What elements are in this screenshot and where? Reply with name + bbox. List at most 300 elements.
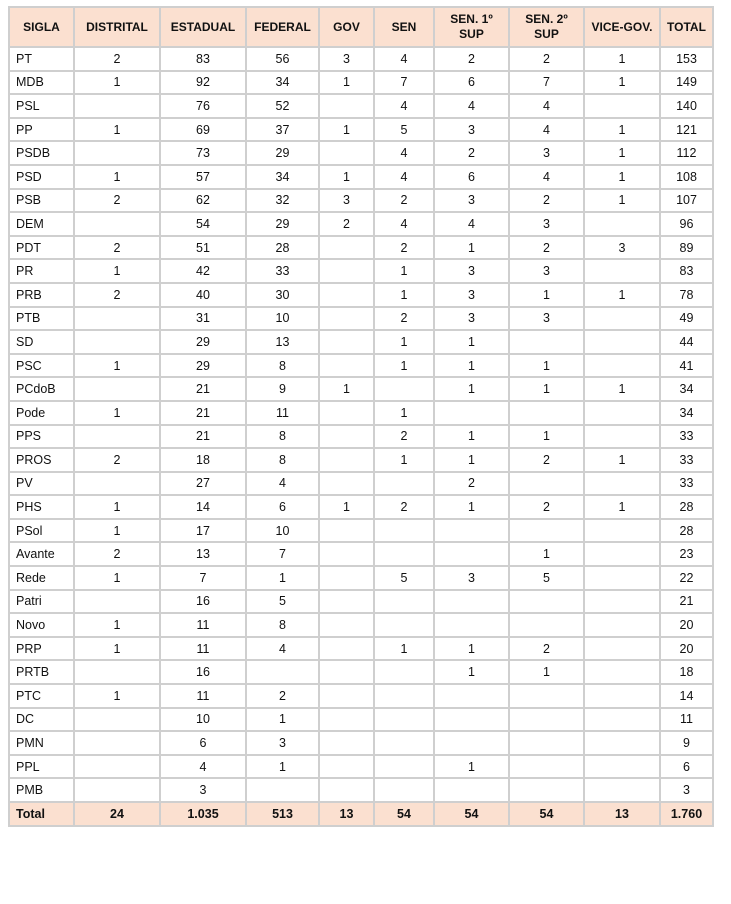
value-cell: 9 xyxy=(660,731,713,755)
value-cell: 8 xyxy=(246,613,319,637)
value-cell: 1 xyxy=(74,519,160,543)
party-cell: Avante xyxy=(9,542,74,566)
table-row xyxy=(9,307,713,331)
table-row xyxy=(9,71,713,95)
value-cell: 1 xyxy=(584,283,660,307)
value-cell xyxy=(509,708,584,732)
value-cell: 1 xyxy=(374,637,434,661)
party-cell: PSD xyxy=(9,165,74,189)
value-cell: 27 xyxy=(160,472,246,496)
value-cell xyxy=(584,307,660,331)
value-cell: 32 xyxy=(246,189,319,213)
value-cell: 16 xyxy=(160,660,246,684)
value-cell: 1 xyxy=(374,448,434,472)
value-cell: 49 xyxy=(660,307,713,331)
value-cell xyxy=(509,684,584,708)
value-cell: 1 xyxy=(434,660,509,684)
value-cell: 1 xyxy=(509,377,584,401)
value-cell: 3 xyxy=(509,307,584,331)
value-cell xyxy=(319,472,374,496)
value-cell: 3 xyxy=(509,141,584,165)
value-cell: 1 xyxy=(74,259,160,283)
table-row xyxy=(9,165,713,189)
value-cell: 33 xyxy=(660,448,713,472)
value-cell: 2 xyxy=(246,684,319,708)
value-cell: 29 xyxy=(246,212,319,236)
header-row xyxy=(9,7,713,47)
value-cell xyxy=(584,354,660,378)
value-cell xyxy=(509,401,584,425)
value-cell: 1 xyxy=(74,495,160,519)
value-cell xyxy=(509,330,584,354)
table-row xyxy=(9,708,713,732)
value-cell: 17 xyxy=(160,519,246,543)
value-cell xyxy=(584,542,660,566)
value-cell: 1 xyxy=(74,684,160,708)
value-cell xyxy=(509,590,584,614)
total-cell: 54 xyxy=(509,802,584,826)
value-cell: 83 xyxy=(160,47,246,71)
value-cell xyxy=(509,472,584,496)
value-cell xyxy=(319,731,374,755)
value-cell: 76 xyxy=(160,94,246,118)
value-cell: 20 xyxy=(660,613,713,637)
total-cell: 13 xyxy=(584,802,660,826)
value-cell: 1 xyxy=(74,613,160,637)
party-cell: PSDB xyxy=(9,141,74,165)
table-row xyxy=(9,94,713,118)
value-cell: 73 xyxy=(160,141,246,165)
value-cell: 41 xyxy=(660,354,713,378)
table-row xyxy=(9,660,713,684)
value-cell: 31 xyxy=(160,307,246,331)
value-cell: 33 xyxy=(660,425,713,449)
value-cell xyxy=(374,613,434,637)
value-cell: 21 xyxy=(660,590,713,614)
value-cell: 4 xyxy=(374,47,434,71)
value-cell: 1 xyxy=(509,425,584,449)
party-cell: Patri xyxy=(9,590,74,614)
party-cell: PTB xyxy=(9,307,74,331)
value-cell: 2 xyxy=(434,472,509,496)
value-cell xyxy=(74,778,160,802)
party-cell: PRTB xyxy=(9,660,74,684)
party-cell: PHS xyxy=(9,495,74,519)
value-cell: 6 xyxy=(434,71,509,95)
value-cell xyxy=(434,684,509,708)
value-cell: 1 xyxy=(374,259,434,283)
party-cell: PV xyxy=(9,472,74,496)
value-cell xyxy=(374,377,434,401)
party-cell: PMB xyxy=(9,778,74,802)
table-row xyxy=(9,637,713,661)
table-row xyxy=(9,330,713,354)
value-cell: 1 xyxy=(434,377,509,401)
value-cell: 1 xyxy=(374,330,434,354)
party-cell: MDB xyxy=(9,71,74,95)
column-header: GOV xyxy=(319,7,374,47)
value-cell: 1 xyxy=(434,755,509,779)
value-cell xyxy=(74,307,160,331)
value-cell: 4 xyxy=(374,165,434,189)
value-cell: 2 xyxy=(374,495,434,519)
value-cell: 2 xyxy=(74,189,160,213)
value-cell: 1 xyxy=(584,189,660,213)
value-cell: 1 xyxy=(509,354,584,378)
value-cell: 11 xyxy=(660,708,713,732)
value-cell: 4 xyxy=(160,755,246,779)
value-cell xyxy=(509,519,584,543)
party-cell: SD xyxy=(9,330,74,354)
value-cell: 4 xyxy=(509,165,584,189)
value-cell xyxy=(434,401,509,425)
table-row xyxy=(9,613,713,637)
value-cell: 1 xyxy=(319,377,374,401)
value-cell xyxy=(584,731,660,755)
column-header: ESTADUAL xyxy=(160,7,246,47)
value-cell xyxy=(584,212,660,236)
value-cell: 56 xyxy=(246,47,319,71)
value-cell: 1 xyxy=(584,71,660,95)
value-cell xyxy=(584,566,660,590)
table-row xyxy=(9,731,713,755)
value-cell xyxy=(319,94,374,118)
value-cell: 1 xyxy=(434,425,509,449)
value-cell xyxy=(319,542,374,566)
value-cell: 1 xyxy=(584,47,660,71)
table-row xyxy=(9,684,713,708)
value-cell xyxy=(584,660,660,684)
value-cell xyxy=(509,613,584,637)
value-cell xyxy=(374,590,434,614)
total-label: Total xyxy=(9,802,74,826)
column-header: DISTRITAL xyxy=(74,7,160,47)
value-cell: 108 xyxy=(660,165,713,189)
value-cell: 16 xyxy=(160,590,246,614)
value-cell xyxy=(319,708,374,732)
value-cell xyxy=(584,401,660,425)
value-cell xyxy=(319,590,374,614)
value-cell xyxy=(319,684,374,708)
value-cell: 62 xyxy=(160,189,246,213)
value-cell xyxy=(319,259,374,283)
value-cell xyxy=(319,613,374,637)
value-cell: 4 xyxy=(374,141,434,165)
value-cell: 92 xyxy=(160,71,246,95)
value-cell: 33 xyxy=(246,259,319,283)
table-row xyxy=(9,283,713,307)
value-cell xyxy=(319,519,374,543)
value-cell xyxy=(374,519,434,543)
value-cell: 7 xyxy=(160,566,246,590)
value-cell: 11 xyxy=(160,613,246,637)
value-cell xyxy=(509,778,584,802)
party-cell: PRB xyxy=(9,283,74,307)
value-cell: 121 xyxy=(660,118,713,142)
value-cell: 13 xyxy=(160,542,246,566)
value-cell: 4 xyxy=(509,94,584,118)
value-cell: 1 xyxy=(74,71,160,95)
value-cell: 1 xyxy=(434,637,509,661)
table-row xyxy=(9,755,713,779)
value-cell: 5 xyxy=(509,566,584,590)
value-cell: 29 xyxy=(160,354,246,378)
value-cell xyxy=(584,519,660,543)
value-cell: 4 xyxy=(509,118,584,142)
value-cell: 57 xyxy=(160,165,246,189)
value-cell xyxy=(246,660,319,684)
party-cell: PPS xyxy=(9,425,74,449)
value-cell: 1 xyxy=(74,165,160,189)
party-cell: DC xyxy=(9,708,74,732)
value-cell: 2 xyxy=(74,236,160,260)
value-cell: 2 xyxy=(374,236,434,260)
value-cell: 1 xyxy=(584,448,660,472)
party-cell: PP xyxy=(9,118,74,142)
party-cell: PDT xyxy=(9,236,74,260)
value-cell: 21 xyxy=(160,377,246,401)
value-cell: 10 xyxy=(246,519,319,543)
value-cell xyxy=(434,613,509,637)
value-cell xyxy=(246,778,319,802)
value-cell: 2 xyxy=(434,141,509,165)
value-cell: 3 xyxy=(434,307,509,331)
column-header: TOTAL xyxy=(660,7,713,47)
value-cell: 1 xyxy=(434,354,509,378)
party-cell: PSol xyxy=(9,519,74,543)
value-cell: 40 xyxy=(160,283,246,307)
value-cell: 5 xyxy=(246,590,319,614)
party-cell: PSL xyxy=(9,94,74,118)
value-cell xyxy=(374,542,434,566)
total-cell: 54 xyxy=(374,802,434,826)
value-cell: 1 xyxy=(246,708,319,732)
value-cell: 2 xyxy=(74,448,160,472)
value-cell: 2 xyxy=(374,307,434,331)
table-row xyxy=(9,354,713,378)
value-cell xyxy=(584,425,660,449)
value-cell xyxy=(319,283,374,307)
value-cell: 7 xyxy=(374,71,434,95)
value-cell: 6 xyxy=(160,731,246,755)
value-cell xyxy=(319,448,374,472)
value-cell: 1 xyxy=(374,354,434,378)
value-cell: 1 xyxy=(319,118,374,142)
value-cell: 1 xyxy=(434,330,509,354)
value-cell: 2 xyxy=(509,637,584,661)
value-cell: 3 xyxy=(660,778,713,802)
value-cell xyxy=(74,330,160,354)
value-cell xyxy=(584,637,660,661)
value-cell xyxy=(434,590,509,614)
value-cell: 28 xyxy=(246,236,319,260)
column-header: SEN. 1º SUP xyxy=(434,7,509,47)
table-row xyxy=(9,236,713,260)
value-cell: 28 xyxy=(660,495,713,519)
total-cell: 54 xyxy=(434,802,509,826)
table-row xyxy=(9,778,713,802)
party-cell: PTC xyxy=(9,684,74,708)
value-cell xyxy=(319,307,374,331)
value-cell: 6 xyxy=(434,165,509,189)
value-cell: 33 xyxy=(660,472,713,496)
value-cell: 37 xyxy=(246,118,319,142)
party-cell: PR xyxy=(9,259,74,283)
table-row xyxy=(9,259,713,283)
value-cell: 18 xyxy=(660,660,713,684)
value-cell: 3 xyxy=(434,118,509,142)
column-header: FEDERAL xyxy=(246,7,319,47)
table-row xyxy=(9,47,713,71)
value-cell: 1 xyxy=(434,236,509,260)
value-cell xyxy=(374,660,434,684)
table-row xyxy=(9,118,713,142)
column-header: SEN xyxy=(374,7,434,47)
value-cell: 1 xyxy=(584,377,660,401)
value-cell: 13 xyxy=(246,330,319,354)
value-cell xyxy=(319,637,374,661)
party-cell: DEM xyxy=(9,212,74,236)
value-cell: 34 xyxy=(246,71,319,95)
value-cell: 2 xyxy=(74,542,160,566)
value-cell: 1 xyxy=(374,401,434,425)
value-cell: 1 xyxy=(584,165,660,189)
value-cell: 2 xyxy=(509,495,584,519)
value-cell: 1 xyxy=(434,448,509,472)
value-cell xyxy=(374,708,434,732)
value-cell xyxy=(319,141,374,165)
value-cell: 11 xyxy=(160,684,246,708)
value-cell xyxy=(434,731,509,755)
value-cell: 3 xyxy=(319,47,374,71)
value-cell: 42 xyxy=(160,259,246,283)
value-cell: 54 xyxy=(160,212,246,236)
value-cell: 11 xyxy=(160,637,246,661)
value-cell: 4 xyxy=(246,637,319,661)
value-cell: 1 xyxy=(74,637,160,661)
value-cell: 2 xyxy=(74,47,160,71)
value-cell: 153 xyxy=(660,47,713,71)
value-cell: 69 xyxy=(160,118,246,142)
value-cell xyxy=(584,755,660,779)
value-cell: 7 xyxy=(246,542,319,566)
table-row xyxy=(9,425,713,449)
value-cell xyxy=(319,566,374,590)
value-cell: 1 xyxy=(74,354,160,378)
total-cell: 1.035 xyxy=(160,802,246,826)
value-cell xyxy=(319,660,374,684)
value-cell: 4 xyxy=(374,212,434,236)
value-cell: 83 xyxy=(660,259,713,283)
value-cell: 51 xyxy=(160,236,246,260)
value-cell xyxy=(584,259,660,283)
value-cell: 2 xyxy=(509,236,584,260)
value-cell: 2 xyxy=(509,448,584,472)
column-header: SEN. 2º SUP xyxy=(509,7,584,47)
value-cell xyxy=(319,425,374,449)
table-row xyxy=(9,401,713,425)
value-cell xyxy=(74,141,160,165)
value-cell xyxy=(374,755,434,779)
value-cell: 8 xyxy=(246,448,319,472)
value-cell xyxy=(584,613,660,637)
value-cell xyxy=(74,660,160,684)
value-cell: 2 xyxy=(434,47,509,71)
table-body xyxy=(9,47,713,802)
value-cell xyxy=(434,708,509,732)
value-cell: 96 xyxy=(660,212,713,236)
value-cell xyxy=(584,684,660,708)
value-cell: 29 xyxy=(246,141,319,165)
value-cell: 3 xyxy=(584,236,660,260)
table-row xyxy=(9,590,713,614)
table-row xyxy=(9,519,713,543)
value-cell xyxy=(74,377,160,401)
value-cell: 18 xyxy=(160,448,246,472)
value-cell xyxy=(434,519,509,543)
party-cell: PROS xyxy=(9,448,74,472)
table-row xyxy=(9,377,713,401)
party-cell: PSB xyxy=(9,189,74,213)
value-cell: 21 xyxy=(160,401,246,425)
value-cell: 2 xyxy=(374,189,434,213)
value-cell: 112 xyxy=(660,141,713,165)
value-cell: 2 xyxy=(74,283,160,307)
value-cell: 4 xyxy=(374,94,434,118)
column-header: VICE-GOV. xyxy=(584,7,660,47)
table-container xyxy=(8,6,714,827)
party-cell: Pode xyxy=(9,401,74,425)
value-cell: 22 xyxy=(660,566,713,590)
value-cell: 3 xyxy=(509,259,584,283)
value-cell xyxy=(74,425,160,449)
value-cell: 5 xyxy=(374,566,434,590)
table-row xyxy=(9,189,713,213)
table-footer xyxy=(9,802,713,826)
value-cell: 1 xyxy=(74,401,160,425)
value-cell: 1 xyxy=(509,283,584,307)
value-cell: 1 xyxy=(319,165,374,189)
value-cell: 10 xyxy=(160,708,246,732)
value-cell xyxy=(434,778,509,802)
value-cell: 1 xyxy=(246,755,319,779)
value-cell: 4 xyxy=(246,472,319,496)
value-cell: 78 xyxy=(660,283,713,307)
value-cell: 6 xyxy=(246,495,319,519)
value-cell: 8 xyxy=(246,354,319,378)
value-cell xyxy=(74,94,160,118)
value-cell xyxy=(584,708,660,732)
value-cell: 29 xyxy=(160,330,246,354)
value-cell: 1 xyxy=(584,495,660,519)
value-cell: 149 xyxy=(660,71,713,95)
value-cell xyxy=(374,778,434,802)
table-row xyxy=(9,472,713,496)
party-cell: PSC xyxy=(9,354,74,378)
value-cell: 1 xyxy=(509,660,584,684)
value-cell: 2 xyxy=(319,212,374,236)
value-cell xyxy=(319,330,374,354)
table-row xyxy=(9,542,713,566)
value-cell: 30 xyxy=(246,283,319,307)
value-cell: 1 xyxy=(509,542,584,566)
value-cell: 1 xyxy=(74,118,160,142)
value-cell xyxy=(74,731,160,755)
party-cell: PRP xyxy=(9,637,74,661)
value-cell xyxy=(319,778,374,802)
table-row xyxy=(9,141,713,165)
table-row xyxy=(9,212,713,236)
